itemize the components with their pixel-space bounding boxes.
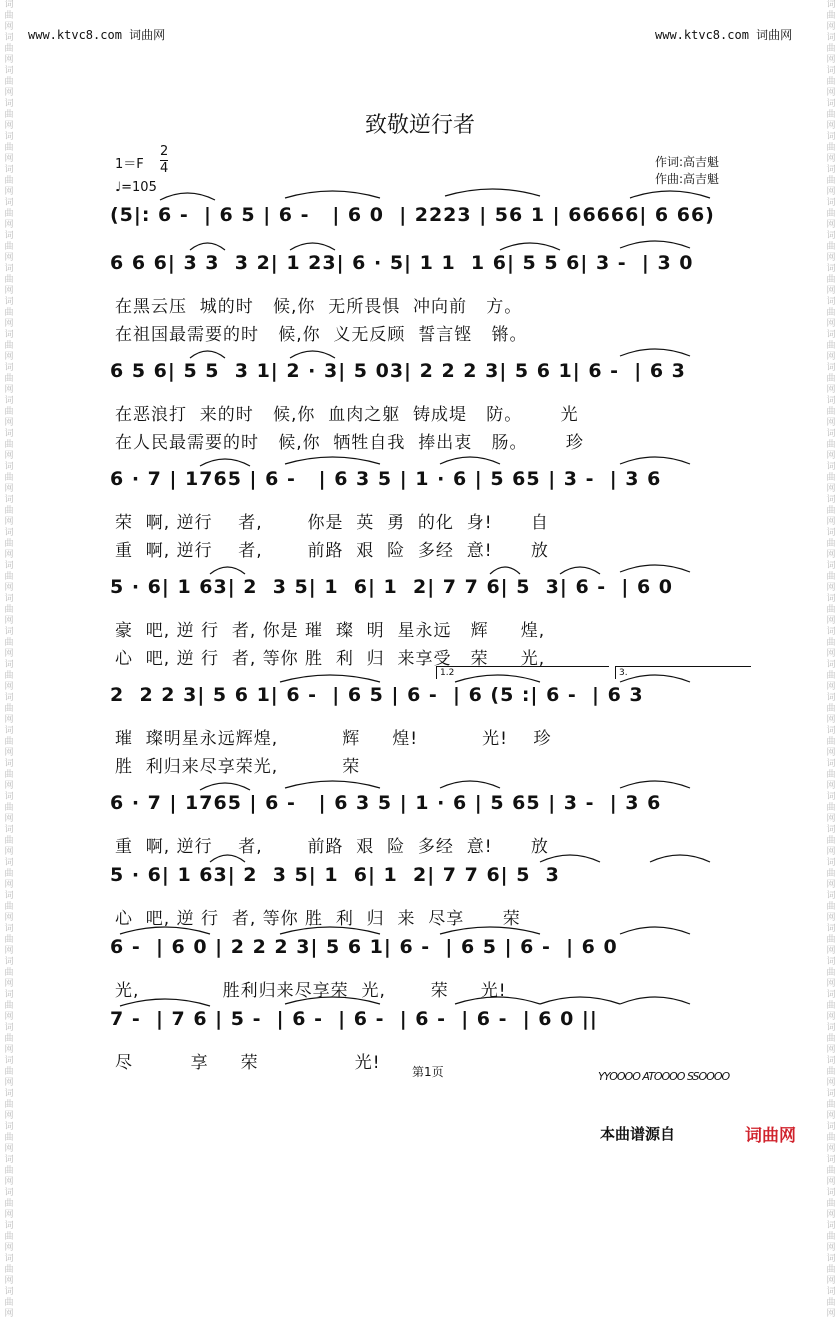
notes-row: (5|: 6 - | 6 5 | 6 - | 6 0 | 2223 | 56 1 | 66666| 6 66): [110, 204, 715, 226]
slur: [540, 997, 620, 1004]
lyrics-line: 光, 胜利归来尽享荣 光, 荣 光!: [115, 981, 507, 1001]
song-title: 致敬逆行者: [364, 113, 475, 138]
slur: [620, 927, 690, 934]
lyrics-line: 在祖国最需要的时 候,你 义无反顾 誓言铿 锵。: [115, 325, 528, 345]
notes-row: 5 · 6| 1 63| 2 3 5| 1 6| 1 2| 7 7 6| 5 3| 6 - | 6 0: [110, 576, 674, 598]
slur: [620, 457, 690, 464]
slur: [160, 193, 215, 200]
slur: [210, 567, 245, 574]
slur: [285, 781, 380, 788]
time-signature: 2 4: [160, 144, 169, 176]
slur: [440, 781, 500, 788]
slur: [620, 565, 690, 572]
slur: [490, 567, 520, 574]
slur: [445, 189, 540, 196]
lyrics-line: 璀 璨明星永远辉煌, 辉 煌! 光! 珍: [115, 729, 552, 749]
slur: [280, 927, 380, 934]
slur: [455, 997, 540, 1004]
notes-row: 2 2 2 3| 5 6 1| 6 - | 6 5 | 6 - | 6 (5 :| 6 - | 6 3: [110, 684, 644, 706]
volta-second: 3.: [615, 666, 751, 679]
lyrics-line: 荣 啊, 逆行 者, 你是 英 勇 的化 身! 自: [115, 513, 549, 533]
watermark-left: 词曲网词曲网词曲网词曲网词曲网词曲网词曲网词曲网词曲网词曲网词曲网词曲网词曲网词曲网词曲网词曲网词曲网词曲网词曲网词曲网词曲网词曲网词曲网词曲网词曲网词曲网词曲网词曲网词曲网词曲网词曲网词曲网词曲网词曲网词曲网词曲网词曲网词曲网词曲网词曲网: [4, 0, 14, 1319]
slur: [440, 457, 500, 464]
slur: [120, 927, 210, 934]
slur: [290, 243, 335, 250]
lyrics-line: 在黑云压 城的时 候,你 无所畏惧 冲向前 方。: [115, 297, 523, 317]
lyrics-line: 重 啊, 逆行 者, 前路 艰 险 多经 意! 放: [115, 541, 549, 561]
tempo-mark: ♩=105: [115, 180, 157, 195]
header-site-left[interactable]: www.ktvc8.com 词曲网: [28, 28, 166, 42]
slur: [210, 855, 245, 862]
lyrics-line: 在恶浪打 来的时 候,你 血肉之躯 铸成堤 防。 光: [115, 405, 579, 425]
signature: YYOOOO ATOOOO SSOOOO: [598, 1070, 730, 1083]
volta-first: 1.2: [436, 666, 609, 679]
slur: [200, 459, 250, 466]
slur: [285, 457, 380, 464]
lyrics-line: 胜 利归来尽享荣光, 荣: [115, 757, 361, 777]
slur: [630, 191, 710, 198]
notes-row: 6 5 6| 5 5 3 1| 2 · 3| 5 03| 2 2 2 3| 5 6 1| 6 - | 6 3: [110, 360, 686, 382]
notes-row: 6 - | 6 0 | 2 2 2 3| 5 6 1| 6 - | 6 5 | 6 - | 6 0: [110, 936, 618, 958]
notes-row: 6 6 6| 3 3 3 2| 1 23| 6 · 5| 1 1 1 6| 5 5 6| 3 - | 3 0: [110, 252, 694, 274]
slur: [280, 675, 380, 682]
slur: [620, 997, 690, 1004]
notes-row: 6 · 7 | 1765 | 6 - | 6 3 5 | 1 · 6 | 5 65 | 3 - | 3 6: [110, 792, 662, 814]
watermark-right: 词曲网词曲网词曲网词曲网词曲网词曲网词曲网词曲网词曲网词曲网词曲网词曲网词曲网词曲网词曲网词曲网词曲网词曲网词曲网词曲网词曲网词曲网词曲网词曲网词曲网词曲网词曲网词曲网词曲网词曲网词曲网词曲网词曲网词曲网词曲网词曲网词曲网词曲网词曲网词曲网: [826, 0, 836, 1319]
lyrics-line: 在人民最需要的时 候,你 牺牲自我 捧出衷 肠。 珍: [115, 433, 584, 453]
slur: [190, 243, 225, 250]
lyrics-line: 豪 吧, 逆 行 者, 你是 璀 璨 明 星永远 辉 煌,: [115, 621, 546, 641]
source-site-link[interactable]: 词曲网: [745, 1126, 796, 1146]
slur: [620, 349, 690, 356]
key-signature: 1＝F: [115, 157, 144, 172]
slur: [620, 781, 690, 788]
lyrics-line: 尽 享 荣 光!: [115, 1053, 381, 1073]
slur: [440, 927, 540, 934]
notes-row: 6 · 7 | 1765 | 6 - | 6 3 5 | 1 · 6 | 5 65 | 3 - | 3 6: [110, 468, 662, 490]
source-label: 本曲谱源自: [600, 1125, 676, 1143]
page-number: 第1页: [412, 1065, 444, 1079]
slur: [560, 567, 600, 574]
notes-row: 5 · 6| 1 63| 2 3 5| 1 6| 1 2| 7 7 6| 5 3: [110, 864, 560, 886]
composer: 作曲:高吉魁: [655, 172, 720, 186]
slur: [285, 191, 380, 198]
lyricist: 作词:高吉魁: [655, 155, 720, 169]
slur: [190, 351, 225, 358]
slur: [285, 997, 380, 1004]
notes-row: 7 - | 7 6 | 5 - | 6 - | 6 - | 6 - | 6 - | 6 0 ||: [110, 1008, 598, 1030]
slur: [650, 855, 710, 862]
lyrics-line: 心 吧, 逆 行 者, 等你 胜 利 归 来 尽享 荣: [115, 909, 521, 929]
slur: [540, 855, 600, 862]
header-site-right[interactable]: www.ktvc8.com 词曲网: [655, 28, 793, 42]
slur: [200, 783, 250, 790]
slur: [500, 243, 560, 250]
slur: [290, 351, 335, 358]
lyrics-line: 重 啊, 逆行 者, 前路 艰 险 多经 意! 放: [115, 837, 549, 857]
slur: [620, 241, 690, 248]
slur: [120, 999, 210, 1006]
lyrics-line: 心 吧, 逆 行 者, 等你 胜 利 归 来享受 荣 光,: [115, 649, 546, 669]
